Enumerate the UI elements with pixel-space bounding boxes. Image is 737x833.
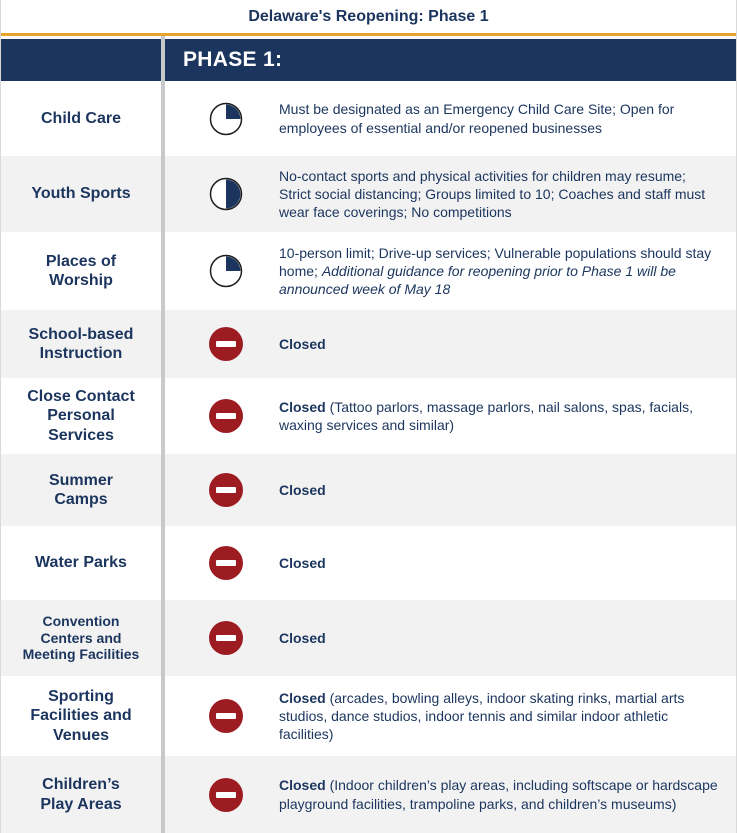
pie-quarter-icon (209, 254, 243, 288)
category-label-line: Services (48, 426, 114, 444)
status-description (279, 232, 718, 310)
closed-icon (209, 473, 243, 507)
pie-half-icon (209, 177, 243, 211)
status-description (279, 526, 718, 600)
closed-status: Closed (279, 335, 326, 352)
closed-status: Closed (279, 689, 326, 706)
category-label (1, 310, 161, 378)
category-label (1, 526, 161, 600)
closed-icon (209, 399, 243, 433)
document-title: Delaware's Reopening: Phase 1 (1, 0, 736, 36)
closed-status: Closed (279, 398, 326, 415)
category-label-line: Personal (47, 407, 115, 425)
category-label (1, 156, 161, 232)
additional-guidance-note: Additional guidance for reopening prior to Phase 1 will be announced week of May 18 (279, 262, 676, 298)
category-label (1, 676, 161, 756)
pie-fill-wedge (226, 257, 241, 272)
status-description (279, 156, 718, 232)
table-row (1, 526, 736, 600)
closed-icon (209, 546, 243, 580)
description-text: (Indoor children’s play areas, including softscape or hardscape playground facilities, trampoline parks, and children’s museums) (279, 777, 718, 812)
phase-label: PHASE 1: (183, 48, 283, 71)
status-description (279, 756, 718, 833)
closed-status: Closed (279, 481, 326, 498)
closed-icon (209, 621, 243, 655)
column-divider (161, 36, 165, 833)
closed-status: Closed (279, 554, 326, 571)
table-row (1, 676, 736, 756)
description-text: (arcades, bowling alleys, indoor skating rinks, martial arts studios, dance studios, indoor tennis and similar indoor athletic facilities) (279, 689, 685, 743)
no-entry-icon (209, 473, 243, 507)
category-label-line: Children’s (42, 776, 120, 794)
status-description (279, 600, 718, 676)
category-label-line: Venues (52, 726, 110, 744)
table-row (1, 232, 736, 310)
category-label-line: Facilities and (30, 707, 132, 725)
table-row (1, 81, 736, 156)
category-label-line: Play Areas (40, 795, 122, 813)
status-description (279, 310, 718, 378)
status-description (279, 454, 718, 526)
category-label-line: Youth Sports (31, 185, 131, 203)
status-description (279, 676, 718, 756)
no-entry-icon (209, 621, 243, 655)
category-label-line: Close Contact (27, 388, 135, 406)
category-label-line: Instruction (39, 345, 123, 362)
no-entry-icon (209, 327, 243, 361)
category-label-line: School-based (28, 325, 134, 343)
category-label (1, 81, 161, 156)
category-label-line: Sporting (48, 688, 114, 706)
category-label (1, 756, 161, 833)
phase-header (1, 39, 736, 81)
category-label-line: Convention (42, 612, 120, 629)
category-label-line: Meeting Facilities (22, 646, 140, 663)
pie-fill-wedge (226, 105, 241, 120)
no-entry-icon (209, 699, 243, 733)
status-description (279, 81, 718, 156)
table-row (1, 156, 736, 232)
description-text: 10-person limit; Drive-up services; Vulnerable populations should stay home; (279, 244, 712, 279)
closed-icon (209, 778, 243, 812)
description-text: No-contact sports and physical activities for children may resume; Strict social distancing; Groups limited to 10; Coaches and staff must wear face coverings; No competitions (279, 167, 706, 221)
closed-status: Closed (279, 777, 326, 794)
no-entry-icon (209, 778, 243, 812)
table-row (1, 756, 736, 833)
category-label-line: Summer (48, 471, 114, 489)
closed-icon (209, 327, 243, 361)
table-row (1, 378, 736, 454)
closed-icon (209, 699, 243, 733)
category-label-line: Worship (49, 272, 113, 289)
category-label-line: Child Care (40, 109, 121, 127)
closed-status: Closed (279, 629, 326, 646)
category-label (1, 600, 161, 676)
description-text: Must be designated as an Emergency Child Care Site; Open for employees of essential and/or reopened businesses (279, 101, 675, 136)
description-text: (Tattoo parlors, massage parlors, nail salons, spas, facials, waxing services and similar) (279, 398, 693, 433)
category-label-line: Centers and (40, 629, 122, 646)
category-label-line: Places of (45, 252, 117, 270)
category-label (1, 378, 161, 454)
status-description (279, 378, 718, 454)
category-label-line: Camps (54, 491, 108, 508)
no-entry-icon (209, 546, 243, 580)
no-entry-icon (209, 399, 243, 433)
table-row (1, 310, 736, 378)
table-row (1, 600, 736, 676)
category-label (1, 454, 161, 526)
category-label-line: Water Parks (35, 554, 127, 572)
table-row (1, 454, 736, 526)
category-label (1, 232, 161, 310)
pie-quarter-icon (209, 102, 243, 136)
